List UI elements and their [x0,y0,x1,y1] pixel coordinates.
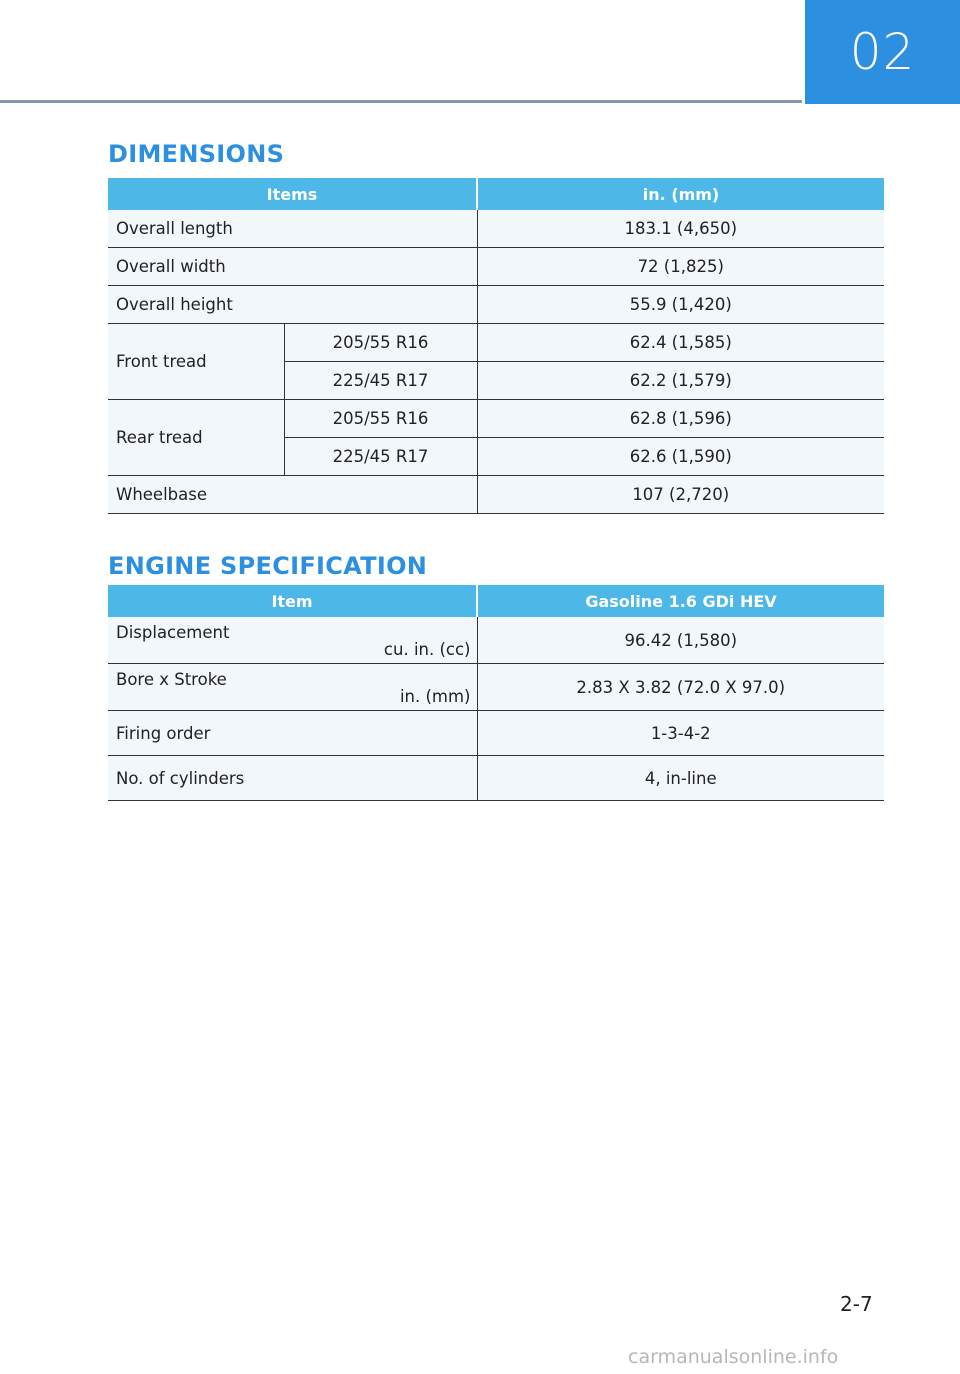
row-unit: in. (mm) [399,687,471,706]
table-row [108,476,884,514]
row-label: Overall length [108,210,477,248]
row-value: 1-3-4-2 [477,711,884,756]
row-label: Rear tread [108,400,284,476]
table-row [108,617,884,664]
header-item: Item [108,585,477,617]
row-label-cell [108,617,477,664]
header-unit: in. (mm) [477,178,884,210]
row-value: 183.1 (4,650) [477,210,884,248]
table-row [108,210,884,248]
table-row [108,324,884,362]
table-header-row [108,178,884,210]
engine-title: ENGINE SPECIFICATION [108,552,428,580]
table-row [108,248,884,286]
header-items: Items [108,178,477,210]
row-value: 4, in-line [477,756,884,801]
row-label: Front tread [108,324,284,400]
header-engine: Gasoline 1.6 GDi HEV [477,585,884,617]
row-value: 62.2 (1,579) [477,362,884,400]
row-label: Overall width [108,248,477,286]
row-label: Displacement [116,623,230,642]
table-row [108,286,884,324]
tire-size: 225/45 R17 [284,438,477,476]
table-row [108,664,884,711]
table-row [108,756,884,801]
watermark: carmanualsonline.info [628,1346,839,1368]
row-value: 62.8 (1,596) [477,400,884,438]
row-label: Bore x Stroke [116,670,227,689]
tire-size: 205/55 R16 [284,324,477,362]
row-value: 62.6 (1,590) [477,438,884,476]
dimensions-table [108,178,884,514]
row-label: Firing order [108,711,477,756]
tire-size: 205/55 R16 [284,400,477,438]
row-value: 62.4 (1,585) [477,324,884,362]
header-rule [0,100,802,103]
row-value: 2.83 X 3.82 (72.0 X 97.0) [477,664,884,711]
row-label: No. of cylinders [108,756,477,801]
table-row [108,400,884,438]
table-row [108,711,884,756]
engine-table [108,585,884,801]
row-value: 72 (1,825) [477,248,884,286]
row-value: 96.42 (1,580) [477,617,884,664]
table-header-row [108,585,884,617]
row-unit: cu. in. (cc) [383,640,471,659]
tire-size: 225/45 R17 [284,362,477,400]
chapter-tab: 02 [805,0,960,104]
row-label-cell [108,664,477,711]
dimensions-title: DIMENSIONS [108,140,285,168]
row-value: 107 (2,720) [477,476,884,514]
page-number: 2-7 [840,1292,873,1316]
row-label: Wheelbase [108,476,477,514]
row-label: Overall height [108,286,477,324]
row-value: 55.9 (1,420) [477,286,884,324]
